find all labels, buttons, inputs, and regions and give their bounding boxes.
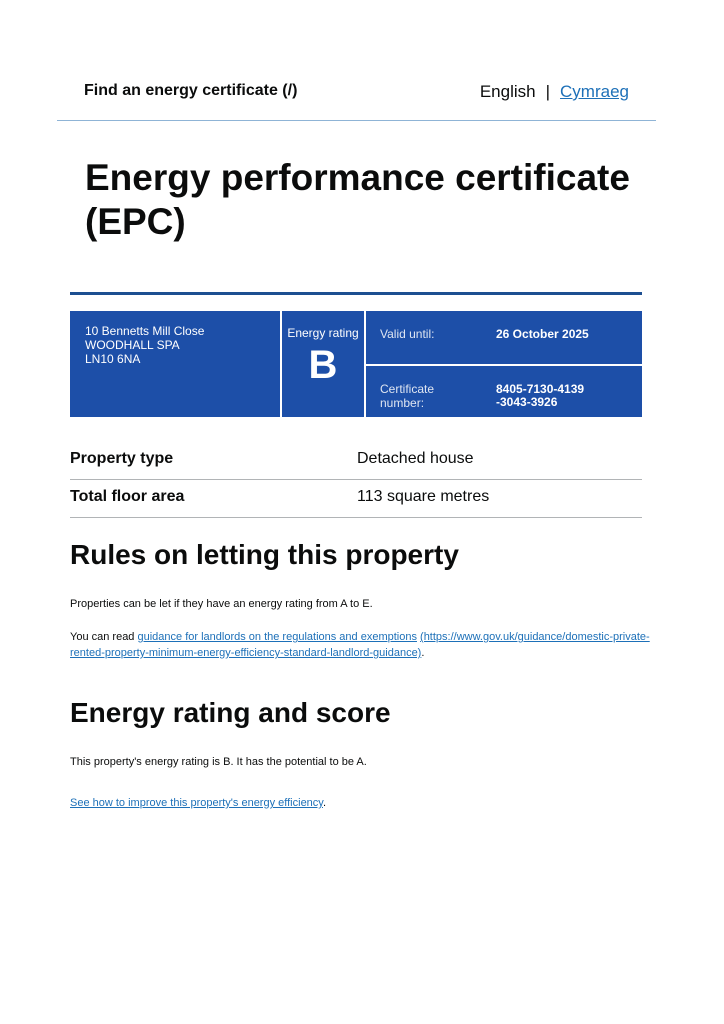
lang-separator: | [545,82,551,101]
property-address [85,324,204,366]
valid-until-value: 26 October 2025 [496,327,589,341]
letting-paragraph-2 [70,629,650,661]
energy-rating-letter: B [308,343,338,387]
energy-rating-paragraph: This property's energy rating is B. It has the potential to be A. [70,756,367,768]
certificate-number-part-2: -3043-3926 [496,395,558,409]
landlord-guidance-url[interactable]: (https://www.gov.uk/guidance/domestic-private-rented-property-minimum-energy-efficiency-standard-landlord-guidance) [70,631,650,659]
certificate-number-value [496,383,584,409]
property-type-label: Property type [70,450,174,467]
divider-horizontal [366,364,642,366]
energy-rating-heading: Energy rating and score [70,697,391,728]
certificate-number-label [380,382,434,410]
title-divider [70,292,642,295]
certificate-summary [70,311,642,417]
address-line-1: 10 Bennetts Mill Close [85,324,205,338]
lang-cymraeg-link[interactable]: Cymraeg [560,82,629,101]
address-line-3: LN10 6NA [85,352,141,366]
address-line-2: WOODHALL SPA [85,338,180,352]
letting-paragraph-2-suffix: . [421,647,425,659]
certificate-number-part-1: 8405-7130-4139 [496,382,585,396]
floor-area-value: 113 square metres [357,488,490,505]
site-name: Find an energy certificate [84,82,278,99]
page-title: Energy performance certificate (EPC) [85,157,630,242]
letting-paragraph-2-prefix: You can read [70,631,135,643]
energy-rating-label: Energy rating [287,326,359,340]
improve-efficiency-link[interactable]: See how to improve this property's energy efficiency [70,797,323,809]
property-type-row [70,441,642,480]
valid-until-label: Valid until: [380,327,435,341]
landlord-guidance-link[interactable]: guidance for landlords on the regulations and exemptions [137,631,417,643]
site-header [57,78,656,121]
property-type-value: Detached house [357,450,474,467]
site-home-url: (/) [282,82,298,99]
floor-area-row [70,479,642,518]
language-switcher [480,82,629,102]
letting-heading: Rules on letting this property [70,539,459,570]
floor-area-label: Total floor area [70,488,185,505]
improve-efficiency-suffix: . [322,797,327,809]
lang-english: English [479,82,536,101]
certificate-number-label-line-1: Certificate [380,382,435,396]
letting-paragraph-1: Properties can be let if they have an energy rating from A to E. [70,598,373,610]
site-name-link[interactable] [84,82,297,100]
certificate-number-label-line-2: number: [380,396,425,410]
improve-efficiency-line [70,795,650,811]
